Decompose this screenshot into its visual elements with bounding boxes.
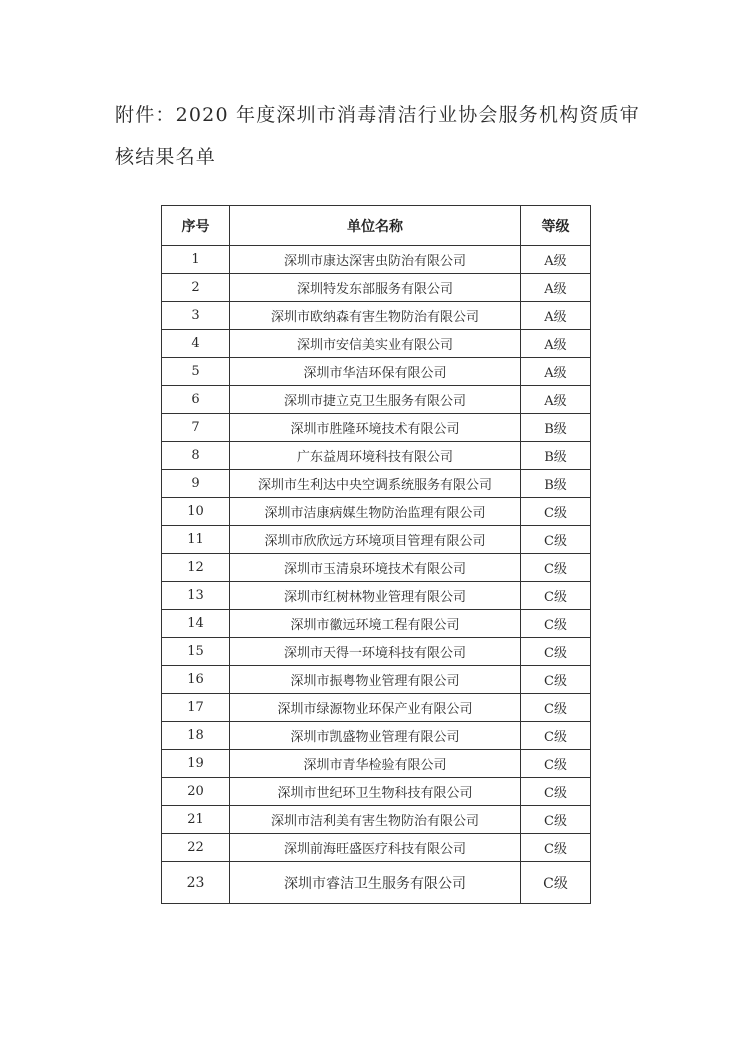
table-row [162, 246, 591, 274]
row-unit-name: 深圳市捷立克卫生服务有限公司 [230, 386, 521, 414]
row-grade: C级 [521, 694, 591, 722]
table-header-row [162, 206, 591, 246]
row-number: 6 [162, 386, 230, 414]
table-row [162, 414, 591, 442]
row-unit-name: 深圳市华洁环保有限公司 [230, 358, 521, 386]
row-unit-name: 深圳市康达深害虫防治有限公司 [230, 246, 521, 274]
row-number: 19 [162, 750, 230, 778]
row-grade: A级 [521, 302, 591, 330]
row-grade: A级 [521, 274, 591, 302]
row-unit-name: 深圳市世纪环卫生物科技有限公司 [230, 778, 521, 806]
row-number: 4 [162, 330, 230, 358]
row-number: 16 [162, 666, 230, 694]
row-number: 10 [162, 498, 230, 526]
row-grade: C级 [521, 666, 591, 694]
row-number: 20 [162, 778, 230, 806]
row-number: 15 [162, 638, 230, 666]
row-grade: C级 [521, 582, 591, 610]
row-number: 1 [162, 246, 230, 274]
row-grade: C级 [521, 834, 591, 862]
table-row [162, 862, 591, 904]
row-unit-name: 深圳市胜隆环境技术有限公司 [230, 414, 521, 442]
document-title: 附件：2020 年度深圳市消毒清洁行业协会服务机构资质审核结果名单 [115, 104, 640, 168]
table-row [162, 666, 591, 694]
row-unit-name: 深圳市洁康病媒生物防治监理有限公司 [230, 498, 521, 526]
table-row [162, 694, 591, 722]
table-row [162, 498, 591, 526]
row-grade: A级 [521, 246, 591, 274]
row-unit-name: 深圳市红树林物业管理有限公司 [230, 582, 521, 610]
table-row [162, 834, 591, 862]
row-unit-name: 深圳市振粤物业管理有限公司 [230, 666, 521, 694]
row-number: 18 [162, 722, 230, 750]
table-row [162, 470, 591, 498]
row-unit-name: 深圳市生利达中央空调系统服务有限公司 [230, 470, 521, 498]
table-row [162, 358, 591, 386]
table-row [162, 554, 591, 582]
row-number: 3 [162, 302, 230, 330]
row-unit-name: 深圳市绿源物业环保产业有限公司 [230, 694, 521, 722]
row-number: 21 [162, 806, 230, 834]
table-row [162, 302, 591, 330]
row-number: 14 [162, 610, 230, 638]
row-number: 13 [162, 582, 230, 610]
table-row [162, 722, 591, 750]
table-row [162, 610, 591, 638]
row-unit-name: 广东益周环境科技有限公司 [230, 442, 521, 470]
table-row [162, 750, 591, 778]
table-row [162, 778, 591, 806]
row-number: 5 [162, 358, 230, 386]
table-row [162, 274, 591, 302]
row-grade: B级 [521, 414, 591, 442]
row-number: 12 [162, 554, 230, 582]
row-unit-name: 深圳市洁利美有害生物防治有限公司 [230, 806, 521, 834]
row-unit-name: 深圳市玉清泉环境技术有限公司 [230, 554, 521, 582]
row-grade: B级 [521, 442, 591, 470]
row-grade: C级 [521, 554, 591, 582]
table-row [162, 582, 591, 610]
row-grade: C级 [521, 778, 591, 806]
row-number: 7 [162, 414, 230, 442]
table-row [162, 638, 591, 666]
row-number: 2 [162, 274, 230, 302]
row-unit-name: 深圳特发东部服务有限公司 [230, 274, 521, 302]
row-number: 9 [162, 470, 230, 498]
row-unit-name: 深圳市天得一环境科技有限公司 [230, 638, 521, 666]
header-grade: 等级 [521, 206, 591, 246]
row-grade: C级 [521, 638, 591, 666]
row-grade: A级 [521, 330, 591, 358]
row-grade: A级 [521, 358, 591, 386]
results-table [161, 205, 591, 904]
table-row [162, 806, 591, 834]
row-grade: C级 [521, 862, 591, 904]
row-grade: B级 [521, 470, 591, 498]
row-unit-name: 深圳市青华检验有限公司 [230, 750, 521, 778]
row-grade: C级 [521, 806, 591, 834]
row-number: 17 [162, 694, 230, 722]
row-unit-name: 深圳市欧纳森有害生物防治有限公司 [230, 302, 521, 330]
row-unit-name: 深圳市睿洁卫生服务有限公司 [230, 862, 521, 904]
header-number: 序号 [162, 206, 230, 246]
row-unit-name: 深圳市徽远环境工程有限公司 [230, 610, 521, 638]
table-row [162, 386, 591, 414]
row-number: 23 [162, 862, 230, 904]
table-row [162, 526, 591, 554]
table-row [162, 442, 591, 470]
row-unit-name: 深圳市欣欣远方环境项目管理有限公司 [230, 526, 521, 554]
row-grade: C级 [521, 722, 591, 750]
row-unit-name: 深圳市凯盛物业管理有限公司 [230, 722, 521, 750]
row-number: 8 [162, 442, 230, 470]
table-row [162, 330, 591, 358]
row-grade: C级 [521, 610, 591, 638]
row-grade: C级 [521, 526, 591, 554]
row-grade: C级 [521, 750, 591, 778]
row-unit-name: 深圳市安信美实业有限公司 [230, 330, 521, 358]
row-number: 11 [162, 526, 230, 554]
row-number: 22 [162, 834, 230, 862]
row-grade: A级 [521, 386, 591, 414]
row-grade: C级 [521, 498, 591, 526]
row-unit-name: 深圳前海旺盛医疗科技有限公司 [230, 834, 521, 862]
header-unit-name: 单位名称 [230, 206, 521, 246]
